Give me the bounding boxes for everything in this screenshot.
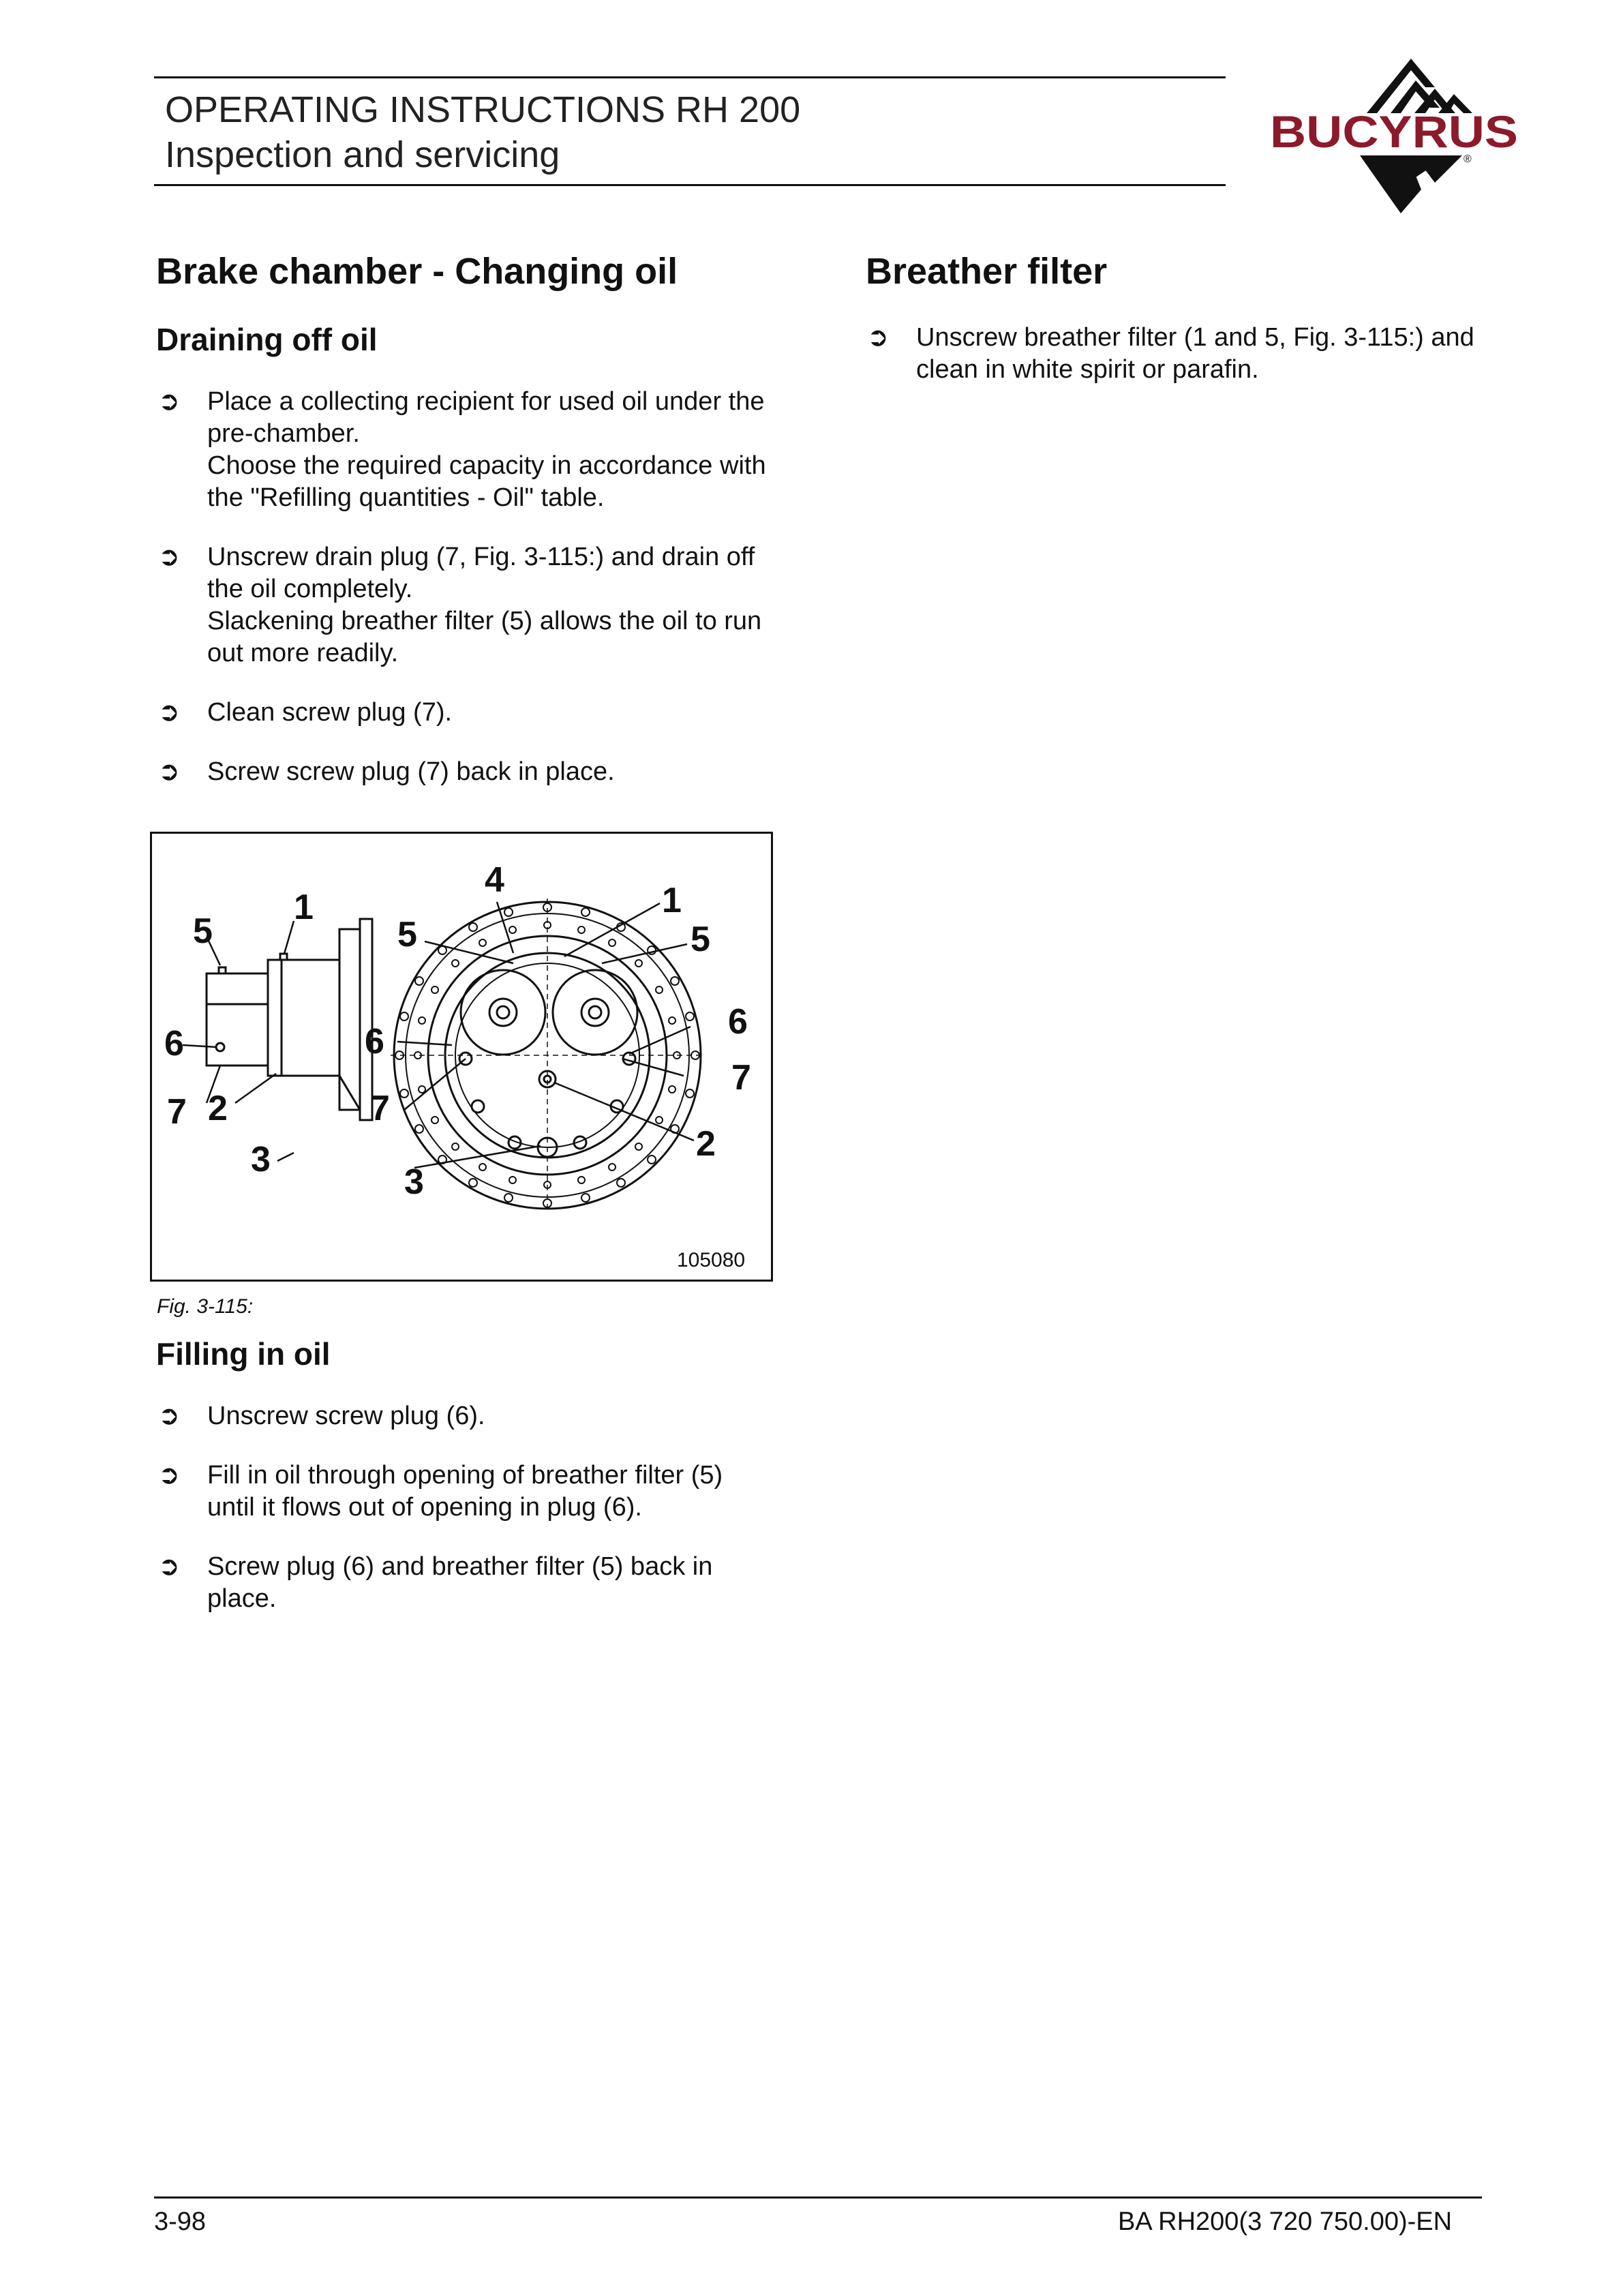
bullet-arrow-icon: ➲ [158,698,180,727]
draining-heading: Draining off oil [156,322,378,357]
header-top-rule [154,76,1226,78]
callout-4-front: 4 [485,860,504,900]
bullet-arrow-icon: ➲ [158,1461,180,1490]
header-title-line2: Inspection and servicing [165,134,560,175]
page-number: 3-98 [154,2207,207,2236]
list-item: ➲ Screw plug (6) and breather filter (5) back in place. [158,1552,713,1613]
list-item: ➲ Screw screw plug (7) back in place. [158,756,768,788]
draining-list [158,386,768,815]
document-reference: BA RH200(3 720 750.00)-EN [1118,2207,1453,2236]
callout-2-front: 2 [696,1124,716,1164]
list-item: ➲ Unscrew breather filter (1 and 5, Fig. 3-115:) and clean in white spirit or parafin. [867,323,1474,384]
bullet-arrow-icon: ➲ [158,757,180,786]
bullet-arrow-icon: ➲ [867,323,889,352]
callout-1-side: 1 [294,888,314,927]
callout-1-front: 1 [662,881,682,920]
bullet-arrow-icon: ➲ [158,1402,180,1430]
list-item: ➲ Unscrew screw plug (6). [158,1400,768,1432]
callout-3-front: 3 [404,1162,424,1202]
header-bottom-rule [154,184,1226,186]
callout-5-front-left: 5 [397,915,417,954]
list-item: ➲ Clean screw plug (7). [158,697,768,729]
figure-3-115 [150,832,773,1282]
callout-5-front-right: 5 [691,920,710,959]
filling-list [158,1400,768,1642]
brake-chamber-drawing [152,834,771,1280]
footer-rule [154,2196,1482,2199]
list-item: ➲ Fill in oil through opening of breather filter (5) until it flows out of opening in plug (6). [158,1461,723,1522]
header-title-line1: OPERATING INSTRUCTIONS RH 200 [165,89,801,130]
callout-7-front-left: 7 [370,1089,390,1128]
figure-number: 105080 [677,1249,746,1271]
callout-5-side: 5 [193,911,213,951]
bullet-arrow-icon: ➲ [158,543,180,571]
page-header [165,87,800,177]
logo-registered-mark: ® [1463,153,1472,165]
bucyrus-logo [1264,53,1523,217]
callout-2-side: 2 [208,1089,228,1128]
figure-caption: Fig. 3-115: [157,1295,254,1318]
callout-7-side: 7 [167,1092,187,1132]
bullet-arrow-icon: ➲ [158,1552,180,1581]
callout-7-front-right: 7 [731,1058,751,1098]
list-item: ➲ Place a collecting recipient for used oil under the pre-chamber. Choose the required capacity in accordance with the "Refilling quantities - Oil" table. [158,387,766,512]
callout-6-side: 6 [164,1024,184,1063]
list-item: ➲ Unscrew drain plug (7, Fig. 3-115:) and drain off the oil completely. Slackening breather filter (5) allows the oil to run out more readily. [158,543,762,667]
filling-heading: Filling in oil [156,1336,331,1372]
breather-filter-heading: Breather filter [866,251,1108,292]
callout-6-front-right: 6 [728,1002,748,1042]
brake-chamber-heading: Brake chamber - Changing oil [156,251,678,292]
logo-text: BUCYRUS [1270,106,1518,157]
bullet-arrow-icon: ➲ [158,387,180,416]
callout-6-front-left: 6 [365,1022,384,1061]
callout-3-side: 3 [251,1140,271,1179]
breather-filter-list [867,322,1478,413]
